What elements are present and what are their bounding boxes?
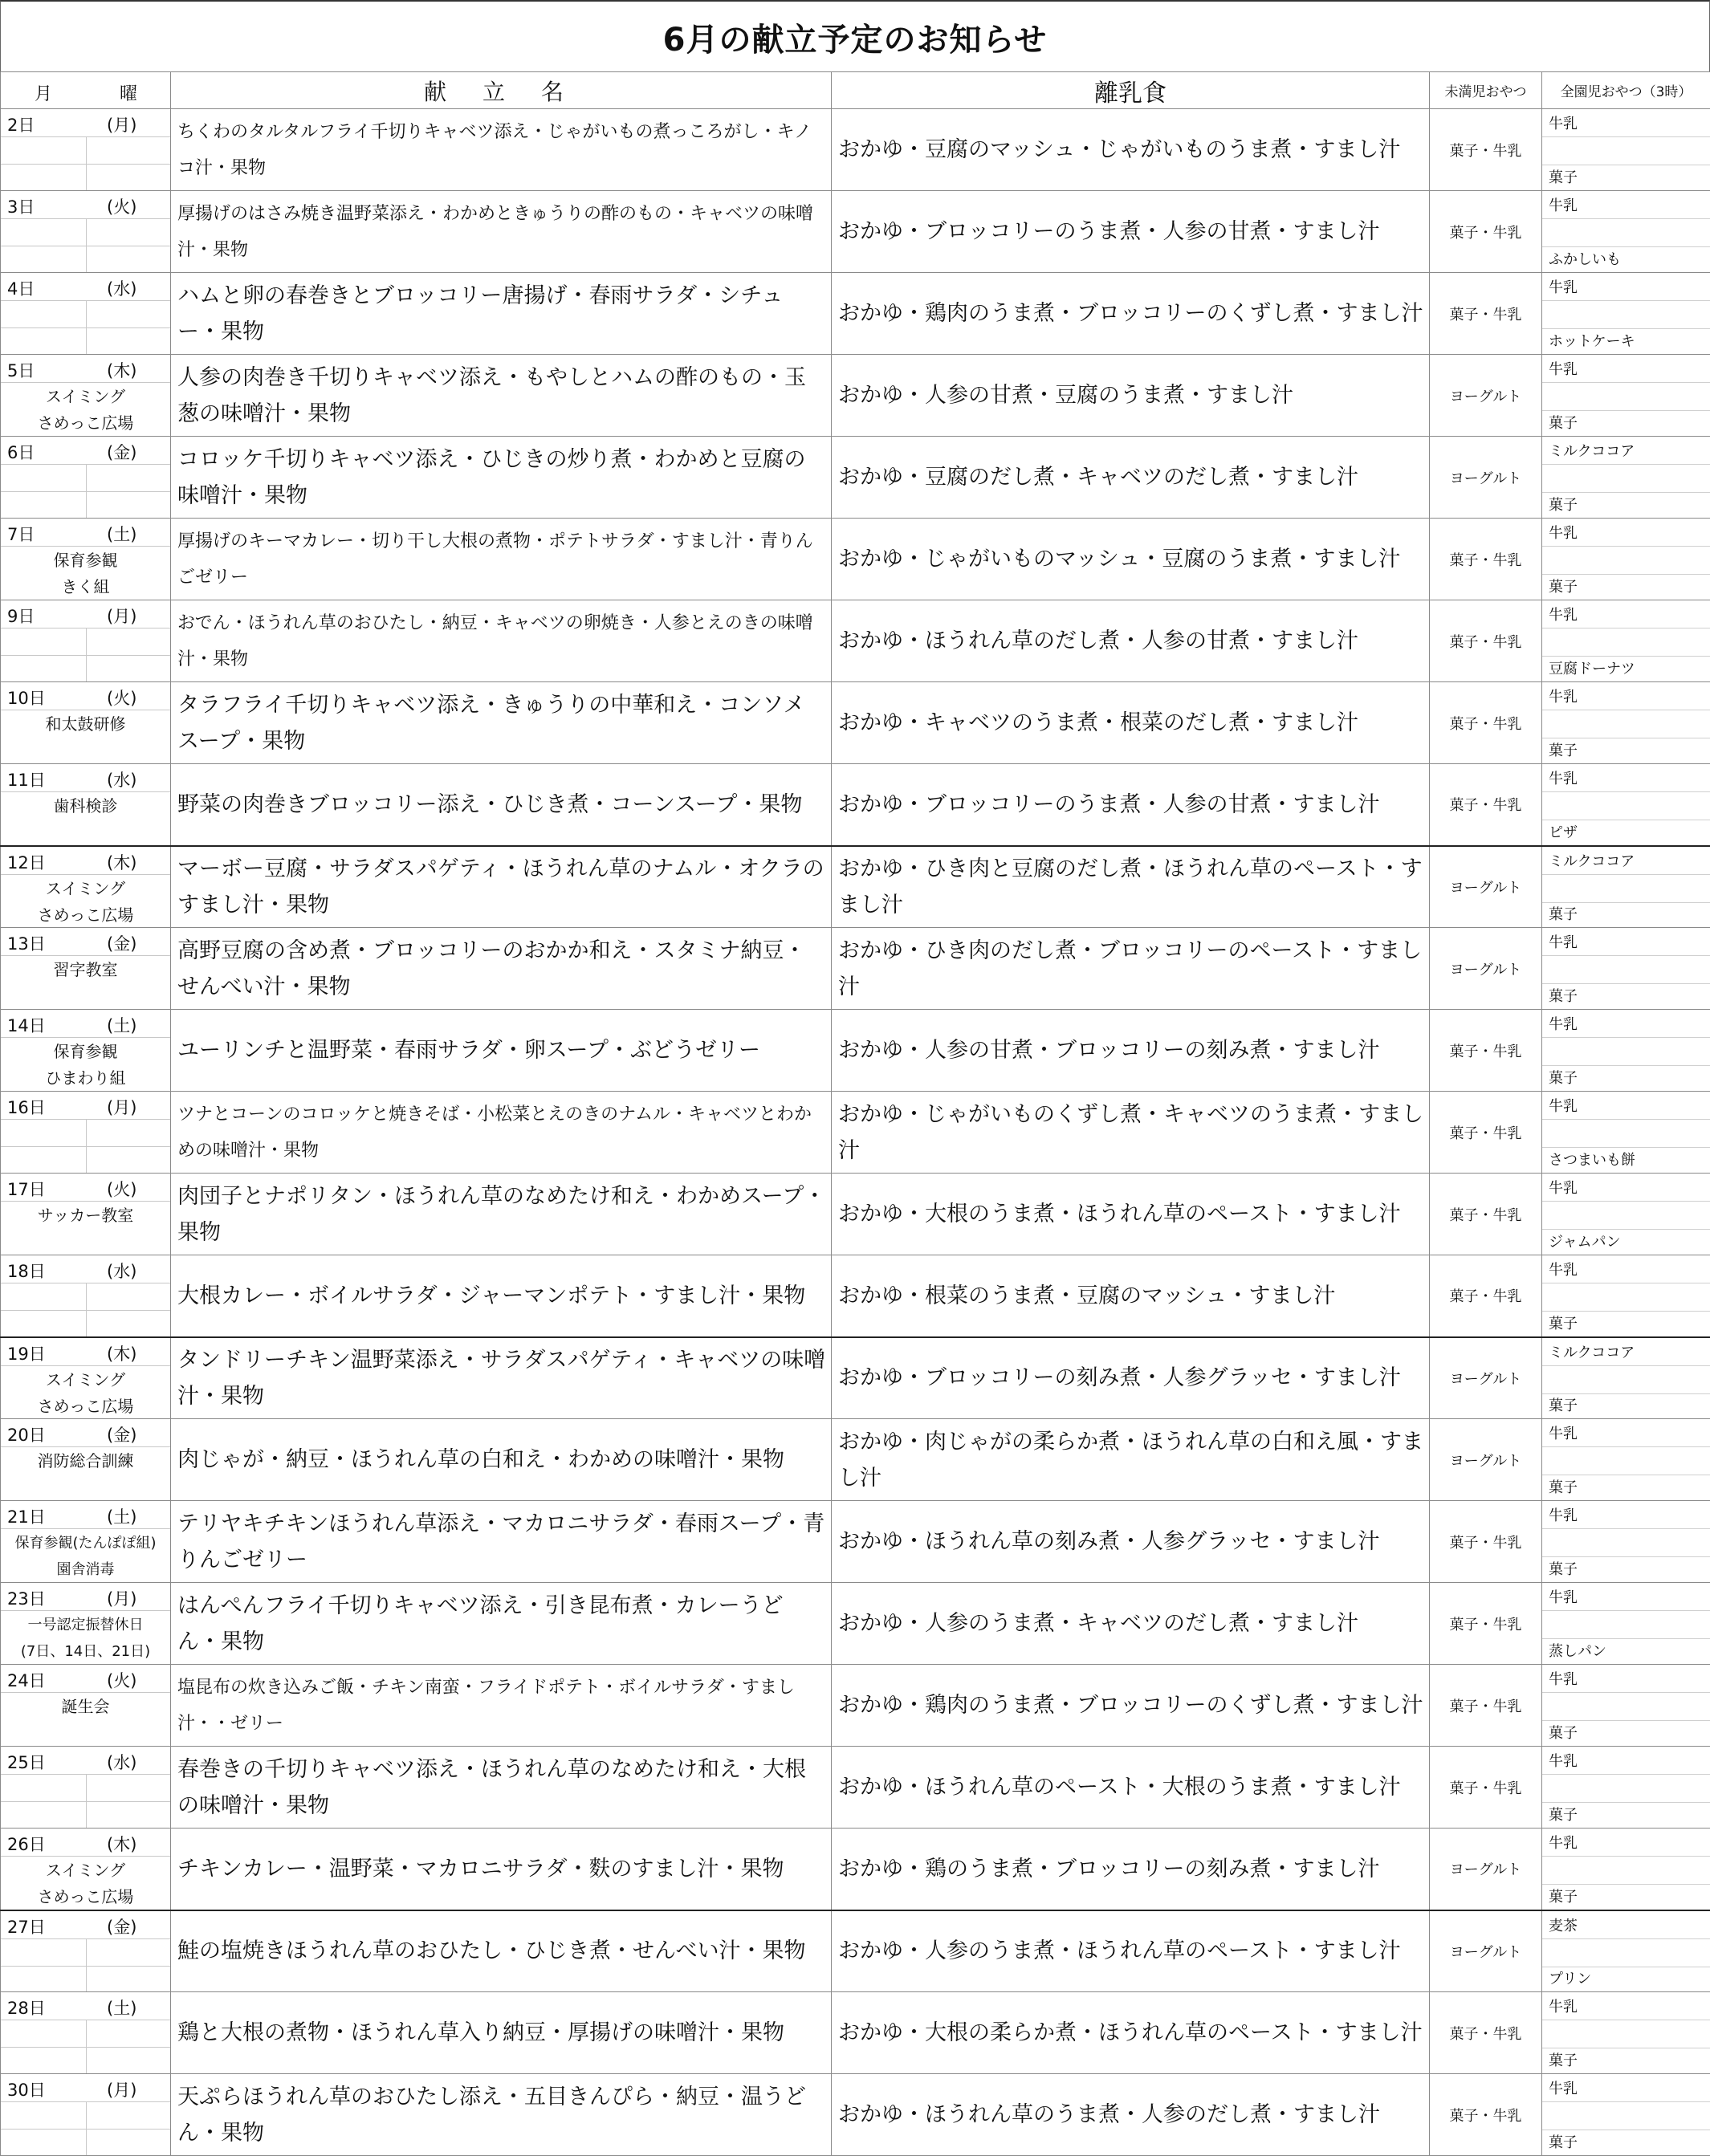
infant-snack-cell: ヨーグルト [1430,1829,1542,1910]
date-note: 和太鼓研修 [1,711,170,738]
snack-drink: 牛乳 [1549,1013,1578,1034]
all-snack-cell [1542,1174,1710,1255]
day-label: 12日 [7,850,46,874]
snack-food: ピザ [1549,821,1578,842]
date-notes [1,876,170,929]
table-row [1,1747,1710,1829]
infant-snack-cell: 菓子・牛乳 [1430,273,1542,355]
infant-snack-cell: ヨーグルト [1430,437,1542,519]
date-notes [1,793,170,820]
table-row [1,1829,1710,1910]
all-snack-cell [1542,600,1710,682]
snack-drink: 牛乳 [1549,276,1578,297]
day-label: 9日 [7,604,35,628]
snack-drink: 牛乳 [1549,1832,1578,1853]
menu-cell: おでん・ほうれん草のおひたし・納豆・キャベツの卵焼き・人参とえのきの味噌汁・果物 [171,600,832,682]
weekday-label: (土) [107,1995,136,2020]
date-note: 消防総合訓練 [1,1448,170,1475]
infant-snack-cell: ヨーグルト [1430,1419,1542,1501]
date-cell [1,2074,171,2156]
snack-drink: 牛乳 [1549,931,1578,952]
infant-snack-cell: 菓子・牛乳 [1430,1010,1542,1092]
date-notes [1,1694,170,1720]
all-snack-cell [1542,1419,1710,1501]
menu-cell: 高野豆腐の含め煮・ブロッコリーのおかか和え・スタミナ納豆・せんべい汁・果物 [171,928,832,1010]
baby-food-cell: おかゆ・ブロッコリーの刻み煮・人参グラッセ・すまし汁 [832,1337,1430,1419]
all-snack-cell [1542,355,1710,437]
snack-food: プリン [1549,1967,1591,1988]
date-cell [1,764,171,846]
date-cell [1,273,171,355]
table-row [1,682,1710,764]
weekday-label: (土) [107,522,136,546]
snack-food: ジャムパン [1549,1231,1621,1251]
baby-food-cell: おかゆ・豆腐のマッシュ・じゃがいものうま煮・すまし汁 [832,109,1430,191]
snack-drink: 牛乳 [1549,1750,1578,1771]
all-snack-cell [1542,1665,1710,1747]
weekday-label: (月) [107,604,136,628]
baby-food-cell: おかゆ・ほうれん草のだし煮・人参の甘煮・すまし汁 [832,600,1430,682]
snack-drink: 麦茶 [1549,1914,1578,1935]
date-cell [1,1829,171,1910]
all-snack-cell [1542,1010,1710,1092]
baby-food-cell: おかゆ・じゃがいものマッシュ・豆腐のうま煮・すまし汁 [832,519,1430,600]
table-row [1,1665,1710,1747]
snack-drink: 牛乳 [1549,1995,1578,2016]
baby-food-cell: おかゆ・鶏肉のうま煮・ブロッコリーのくずし煮・すまし汁 [832,1665,1430,1747]
header-row [1,72,1710,109]
header-month: 月 [35,80,52,105]
table-row [1,1174,1710,1255]
date-notes [1,711,170,738]
weekday-label: (火) [107,1177,136,1201]
weekday-label: (金) [107,440,136,464]
day-label: 2日 [7,112,35,136]
date-note: 保育参観 [1,547,170,574]
header-all-snack: 全園児おやつ（3時） [1542,72,1710,109]
snack-food: 菓子 [1549,1804,1578,1824]
day-label: 25日 [7,1750,46,1774]
all-snack-cell [1542,109,1710,191]
date-notes [1,957,170,983]
menu-cell: 厚揚げのはさみ焼き温野菜添え・わかめときゅうりの酢のもの・キャベツの味噌汁・果物 [171,191,832,273]
date-cell [1,1255,171,1337]
table-row [1,1583,1710,1665]
all-snack-cell [1542,519,1710,600]
day-label: 4日 [7,276,35,300]
infant-snack-cell: 菓子・牛乳 [1430,1174,1542,1255]
menu-cell: コロッケ千切りキャベツ添え・ひじきの炒り煮・わかめと豆腐の味噌汁・果物 [171,437,832,519]
weekday-label: (金) [107,1422,136,1446]
table-row [1,1337,1710,1419]
date-cell [1,191,171,273]
snack-drink: 牛乳 [1549,522,1578,543]
table-row [1,928,1710,1010]
weekday-label: (木) [107,358,136,382]
snack-drink: 牛乳 [1549,685,1578,706]
date-cell [1,1092,171,1174]
weekday-label: (月) [107,1095,136,1119]
menu-cell: マーボー豆腐・サラダスパゲティ・ほうれん草のナムル・オクラのすまし汁・果物 [171,846,832,928]
date-note: さめっこ広場 [1,410,170,437]
snack-food: 菓子 [1549,1394,1578,1415]
table-row [1,273,1710,355]
baby-food-cell: おかゆ・大根のうま煮・ほうれん草のペースト・すまし汁 [832,1174,1430,1255]
infant-snack-cell: ヨーグルト [1430,355,1542,437]
day-label: 26日 [7,1832,46,1856]
date-cell [1,437,171,519]
snack-drink: 牛乳 [1549,1668,1578,1689]
all-snack-cell [1542,928,1710,1010]
date-notes [1,1612,170,1665]
date-notes [1,1448,170,1475]
infant-snack-cell: ヨーグルト [1430,846,1542,928]
snack-drink: 牛乳 [1549,1422,1578,1443]
date-note: さめっこ広場 [1,902,170,929]
weekday-label: (木) [107,1832,136,1856]
snack-drink: 牛乳 [1549,1259,1578,1279]
date-notes [1,1367,170,1420]
date-cell [1,1174,171,1255]
infant-snack-cell: 菓子・牛乳 [1430,682,1542,764]
weekday-label: (月) [107,2077,136,2101]
date-note: スイミング [1,1857,170,1884]
all-snack-cell [1542,1092,1710,1174]
table-row [1,519,1710,600]
weekday-label: (金) [107,931,136,955]
date-note: さめっこ広場 [1,1884,170,1910]
date-cell [1,1583,171,1665]
infant-snack-cell: 菓子・牛乳 [1430,600,1542,682]
snack-food: 菓子 [1549,2049,1578,2070]
date-note: 保育参観 [1,1039,170,1065]
baby-food-cell: おかゆ・ほうれん草の刻み煮・人参グラッセ・すまし汁 [832,1501,1430,1583]
date-notes [1,1530,170,1583]
date-note: スイミング [1,1367,170,1393]
infant-snack-cell: 菓子・牛乳 [1430,1583,1542,1665]
infant-snack-cell: ヨーグルト [1430,1337,1542,1419]
date-cell [1,1747,171,1829]
all-snack-cell [1542,437,1710,519]
date-note: サッカー教室 [1,1202,170,1229]
snack-food: ホットケーキ [1549,330,1635,351]
table-row [1,1092,1710,1174]
weekday-label: (土) [107,1013,136,1037]
all-snack-cell [1542,846,1710,928]
weekday-label: (火) [107,685,136,710]
menu-cell: ちくわのタルタルフライ千切りキャベツ添え・じゃがいもの煮っころがし・キノコ汁・果物 [171,109,832,191]
menu-rows [1,109,1710,2156]
baby-food-cell: おかゆ・ほうれん草のペースト・大根のうま煮・すまし汁 [832,1747,1430,1829]
day-label: 13日 [7,931,46,955]
table-row [1,1501,1710,1583]
page-title: 6月の献立予定のお知らせ [0,0,1710,72]
snack-drink: ミルクココア [1549,440,1635,461]
date-note: 一号認定振替休日 [1,1612,170,1638]
weekday-label: (土) [107,1504,136,1528]
baby-food-cell: おかゆ・ブロッコリーのうま煮・人参の甘煮・すまし汁 [832,764,1430,846]
header-menu: 献 立 名 [171,72,832,109]
weekday-label: (金) [107,1914,136,1938]
baby-food-cell: おかゆ・豆腐のだし煮・キャベツのだし煮・すまし汁 [832,437,1430,519]
snack-food: 菓子 [1549,1722,1578,1743]
baby-food-cell: おかゆ・人参の甘煮・ブロッコリーの刻み煮・すまし汁 [832,1010,1430,1092]
snack-food: 菓子 [1549,166,1578,187]
day-label: 5日 [7,358,35,382]
day-label: 28日 [7,1995,46,2020]
menu-cell: テリヤキチキンほうれん草添え・マカロニサラダ・春雨スープ・青りんごゼリー [171,1501,832,1583]
date-note: きく組 [1,574,170,600]
day-label: 10日 [7,685,46,710]
all-snack-cell [1542,1501,1710,1583]
snack-food: 菓子 [1549,2131,1578,2152]
all-snack-cell [1542,1255,1710,1337]
snack-drink: 牛乳 [1549,1095,1578,1116]
table-row [1,437,1710,519]
baby-food-cell: おかゆ・根菜のうま煮・豆腐のマッシュ・すまし汁 [832,1255,1430,1337]
table-row [1,1992,1710,2074]
day-label: 7日 [7,522,35,546]
infant-snack-cell: 菓子・牛乳 [1430,1665,1542,1747]
snack-drink: ミルクココア [1549,1341,1635,1362]
all-snack-cell [1542,682,1710,764]
table-row [1,109,1710,191]
menu-cell: 鶏と大根の煮物・ほうれん草入り納豆・厚揚げの味噌汁・果物 [171,1992,832,2074]
snack-food: 蒸しパン [1549,1640,1606,1661]
menu-cell: 厚揚げのキーマカレー・切り干し大根の煮物・ポテトサラダ・すまし汁・青りんごゼリー [171,519,832,600]
menu-cell: ツナとコーンのコロッケと焼きそば・小松菜とえのきのナムル・キャベツとわかめの味噌汁・果物 [171,1092,832,1174]
snack-drink: ミルクココア [1549,850,1635,871]
day-label: 6日 [7,440,35,464]
infant-snack-cell: 菓子・牛乳 [1430,191,1542,273]
baby-food-cell: おかゆ・人参のうま煮・キャベツのだし煮・すまし汁 [832,1583,1430,1665]
date-cell [1,928,171,1010]
all-snack-cell [1542,1583,1710,1665]
all-snack-cell [1542,1747,1710,1829]
menu-cell: タラフライ千切りキャベツ添え・きゅうりの中華和え・コンソメスープ・果物 [171,682,832,764]
snack-drink: 牛乳 [1549,1504,1578,1525]
snack-food: 菓子 [1549,1312,1578,1333]
day-label: 23日 [7,1586,46,1610]
snack-drink: 牛乳 [1549,112,1578,133]
date-note: 誕生会 [1,1694,170,1720]
date-cell [1,600,171,682]
day-label: 20日 [7,1422,46,1446]
baby-food-cell: おかゆ・じゃがいものくずし煮・キャベツのうま煮・すまし汁 [832,1092,1430,1174]
menu-cell: タンドリーチキン温野菜添え・サラダスパゲティ・キャベツの味噌汁・果物 [171,1337,832,1419]
baby-food-cell: おかゆ・鶏肉のうま煮・ブロッコリーのくずし煮・すまし汁 [832,273,1430,355]
infant-snack-cell: 菓子・牛乳 [1430,519,1542,600]
baby-food-cell: おかゆ・ほうれん草のうま煮・人参のだし煮・すまし汁 [832,2074,1430,2156]
date-cell [1,1337,171,1419]
baby-food-cell: おかゆ・ブロッコリーのうま煮・人参の甘煮・すまし汁 [832,191,1430,273]
weekday-label: (木) [107,850,136,874]
date-notes [1,384,170,437]
all-snack-cell [1542,764,1710,846]
menu-cell: ユーリンチと温野菜・春雨サラダ・卵スープ・ぶどうゼリー [171,1010,832,1092]
table-row [1,1010,1710,1092]
infant-snack-cell: 菓子・牛乳 [1430,2074,1542,2156]
snack-food: 菓子 [1549,903,1578,924]
header-weekday: 曜 [120,80,137,105]
table-row [1,846,1710,928]
table-row [1,600,1710,682]
all-snack-cell [1542,1992,1710,2074]
snack-drink: 牛乳 [1549,1586,1578,1607]
table-row [1,191,1710,273]
snack-food: 菓子 [1549,1476,1578,1497]
infant-snack-cell: ヨーグルト [1430,1910,1542,1992]
menu-cell: 春巻きの千切りキャベツ添え・ほうれん草のなめたけ和え・大根の味噌汁・果物 [171,1747,832,1829]
date-cell [1,682,171,764]
menu-cell: 天ぷらほうれん草のおひたし添え・五目きんぴら・納豆・温うどん・果物 [171,2074,832,2156]
header-infant-snack: 未満児おやつ [1430,72,1542,109]
all-snack-cell [1542,1829,1710,1910]
date-cell [1,1501,171,1583]
date-note: スイミング [1,876,170,902]
day-label: 16日 [7,1095,46,1119]
snack-food: 菓子 [1549,494,1578,515]
date-note: (7日、14日、21日) [1,1638,170,1665]
menu-cell: はんぺんフライ千切りキャベツ添え・引き昆布煮・カレーうどん・果物 [171,1583,832,1665]
weekday-label: (月) [107,112,136,136]
snack-food: 豆腐ドーナツ [1549,657,1635,678]
date-cell [1,355,171,437]
date-cell [1,109,171,191]
menu-cell: チキンカレー・温野菜・マカロニサラダ・麩のすまし汁・果物 [171,1829,832,1910]
weekday-label: (月) [107,1586,136,1610]
weekday-label: (木) [107,1341,136,1365]
date-note: 歯科検診 [1,793,170,820]
date-note: 園舎消毒 [1,1556,170,1583]
day-label: 14日 [7,1013,46,1037]
baby-food-cell: おかゆ・肉じゃがの柔らか煮・ほうれん草の白和え風・すまし汁 [832,1419,1430,1501]
snack-food: 菓子 [1549,985,1578,1006]
all-snack-cell [1542,191,1710,273]
date-cell [1,846,171,928]
baby-food-cell: おかゆ・ひき肉のだし煮・ブロッコリーのペースト・すまし汁 [832,928,1430,1010]
snack-food: 菓子 [1549,576,1578,596]
all-snack-cell [1542,2074,1710,2156]
baby-food-cell: おかゆ・ひき肉と豆腐のだし煮・ほうれん草のペースト・すまし汁 [832,846,1430,928]
baby-food-cell: おかゆ・人参のうま煮・ほうれん草のペースト・すまし汁 [832,1910,1430,1992]
baby-food-cell: おかゆ・キャベツのうま煮・根菜のだし煮・すまし汁 [832,682,1430,764]
infant-snack-cell: 菓子・牛乳 [1430,1092,1542,1174]
date-cell [1,519,171,600]
menu-cell: 大根カレー・ボイルサラダ・ジャーマンポテト・すまし汁・果物 [171,1255,832,1337]
day-label: 21日 [7,1504,46,1528]
snack-food: 菓子 [1549,739,1578,760]
baby-food-cell: おかゆ・鶏のうま煮・ブロッコリーの刻み煮・すまし汁 [832,1829,1430,1910]
snack-food: 菓子 [1549,412,1578,433]
date-cell [1,1992,171,2074]
all-snack-cell [1542,1337,1710,1419]
snack-drink: 牛乳 [1549,1177,1578,1198]
date-cell [1,1910,171,1992]
date-notes [1,1857,170,1910]
day-label: 18日 [7,1259,46,1283]
header-date [1,72,171,109]
day-label: 19日 [7,1341,46,1365]
day-label: 24日 [7,1668,46,1692]
snack-food: 菓子 [1549,1067,1578,1088]
date-notes [1,1202,170,1229]
infant-snack-cell: ヨーグルト [1430,928,1542,1010]
date-note: 習字教室 [1,957,170,983]
weekday-label: (水) [107,767,136,791]
snack-drink: 牛乳 [1549,767,1578,788]
baby-food-cell: おかゆ・大根の柔らか煮・ほうれん草のペースト・すまし汁 [832,1992,1430,2074]
baby-food-cell: おかゆ・人参の甘煮・豆腐のうま煮・すまし汁 [832,355,1430,437]
snack-food: 菓子 [1549,1558,1578,1579]
date-cell [1,1010,171,1092]
weekday-label: (火) [107,1668,136,1692]
day-label: 3日 [7,194,35,218]
date-note: スイミング [1,384,170,410]
infant-snack-cell: 菓子・牛乳 [1430,1255,1542,1337]
weekday-label: (水) [107,276,136,300]
table-row [1,1255,1710,1337]
day-label: 27日 [7,1914,46,1938]
menu-cell: 肉団子とナポリタン・ほうれん草のなめたけ和え・わかめスープ・果物 [171,1174,832,1255]
menu-cell: 鮭の塩焼きほうれん草のおひたし・ひじき煮・せんべい汁・果物 [171,1910,832,1992]
date-note: 保育参観(たんぽぽ組) [1,1530,170,1556]
weekday-label: (火) [107,194,136,218]
infant-snack-cell: 菓子・牛乳 [1430,109,1542,191]
date-note: ひまわり組 [1,1065,170,1092]
date-cell [1,1419,171,1501]
table-row [1,1419,1710,1501]
day-label: 17日 [7,1177,46,1201]
menu-table [0,71,1710,2156]
table-row [1,2074,1710,2156]
snack-drink: 牛乳 [1549,604,1578,624]
snack-drink: 牛乳 [1549,358,1578,379]
date-note: さめっこ広場 [1,1393,170,1420]
menu-cell: 塩昆布の炊き込みご飯・チキン南蛮・フライドポテト・ボイルサラダ・すまし汁・・ゼリー [171,1665,832,1747]
date-cell [1,1665,171,1747]
table-row [1,1910,1710,1992]
snack-food: ふかしいも [1549,248,1621,269]
day-label: 11日 [7,767,46,791]
day-label: 30日 [7,2077,46,2101]
infant-snack-cell: 菓子・牛乳 [1430,764,1542,846]
weekday-label: (水) [107,1259,136,1283]
table-row [1,764,1710,846]
date-notes [1,1039,170,1092]
snack-drink: 牛乳 [1549,194,1578,215]
menu-cell: 肉じゃが・納豆・ほうれん草の白和え・わかめの味噌汁・果物 [171,1419,832,1501]
snack-food: さつまいも餅 [1549,1149,1635,1170]
table-row [1,355,1710,437]
all-snack-cell [1542,1910,1710,1992]
infant-snack-cell: 菓子・牛乳 [1430,1747,1542,1829]
header-baby-food: 離乳食 [832,72,1430,109]
weekday-label: (水) [107,1750,136,1774]
all-snack-cell [1542,273,1710,355]
date-notes [1,547,170,600]
snack-food: 菓子 [1549,1885,1578,1906]
infant-snack-cell: 菓子・牛乳 [1430,1501,1542,1583]
infant-snack-cell: 菓子・牛乳 [1430,1992,1542,2074]
menu-cell: ハムと卵の春巻きとブロッコリー唐揚げ・春雨サラダ・シチュー・果物 [171,273,832,355]
snack-drink: 牛乳 [1549,2077,1578,2098]
menu-cell: 人参の肉巻き千切りキャベツ添え・もやしとハムの酢のもの・玉葱の味噌汁・果物 [171,355,832,437]
menu-cell: 野菜の肉巻きブロッコリー添え・ひじき煮・コーンスープ・果物 [171,764,832,846]
